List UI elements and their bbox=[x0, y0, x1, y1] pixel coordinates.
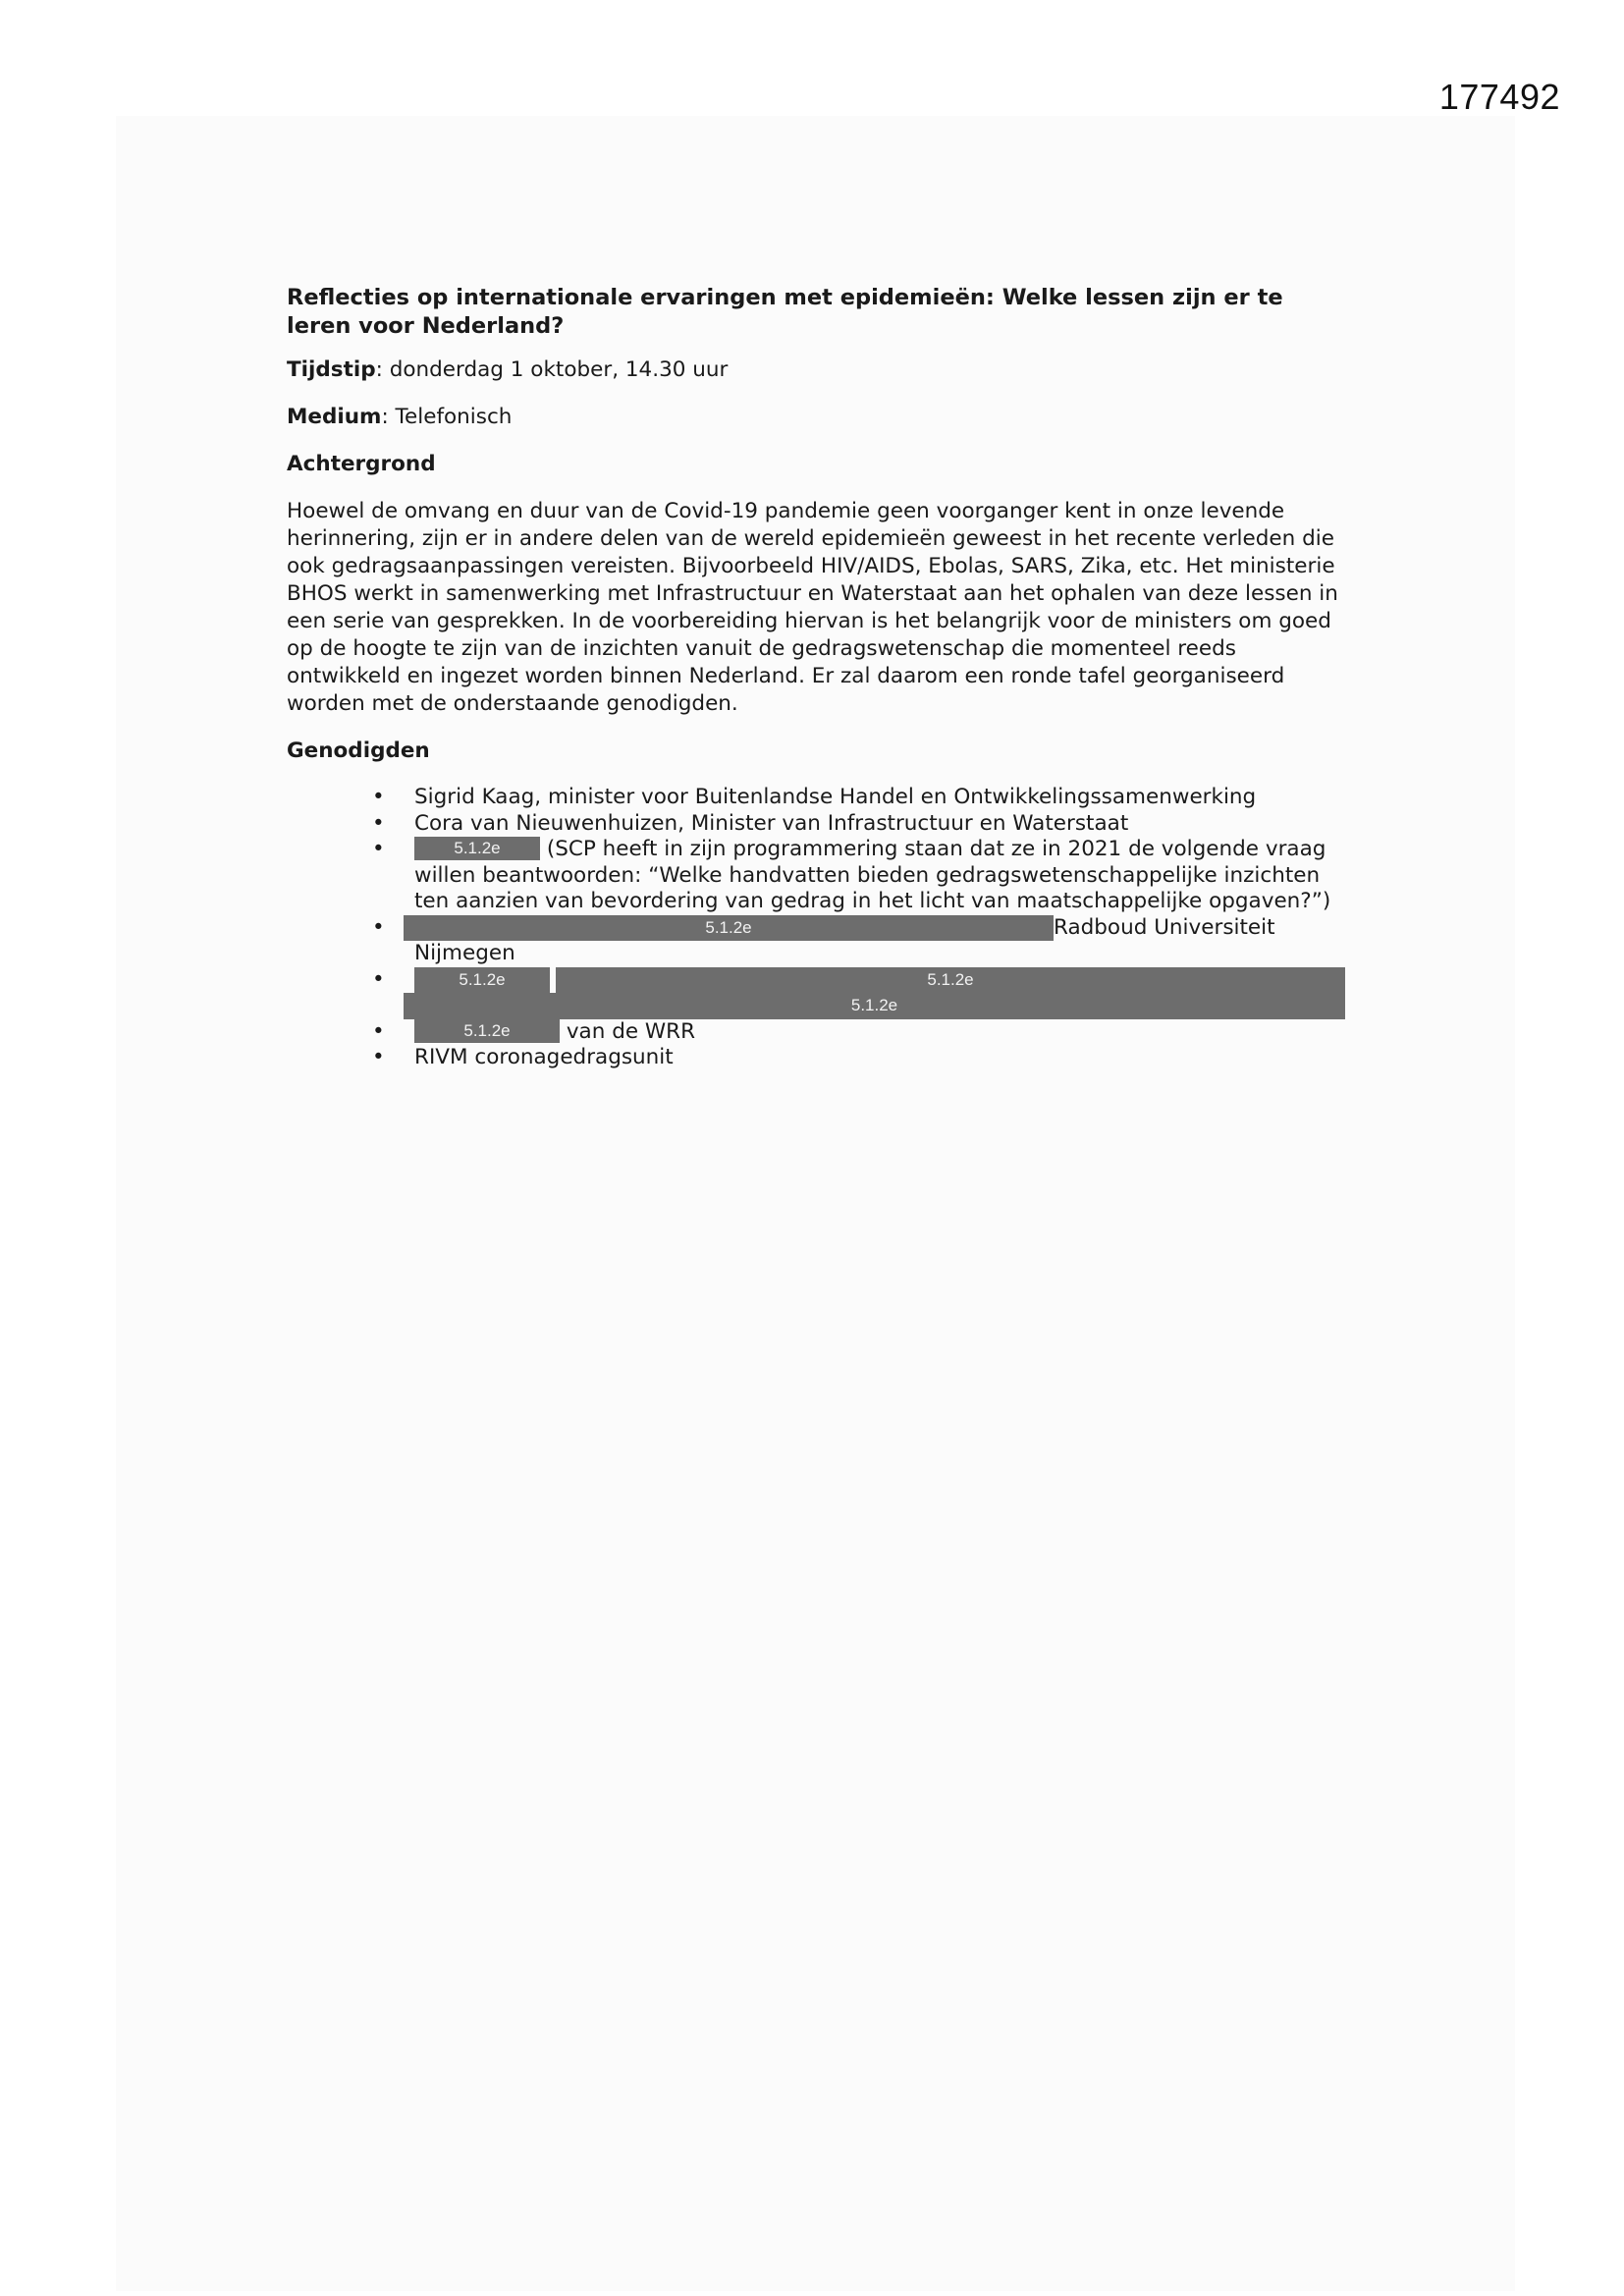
invitee-text: RIVM coronagedragsunit bbox=[414, 1045, 674, 1069]
redaction-block: • 5.1.2e bbox=[414, 967, 550, 993]
background-heading: Achtergrond bbox=[287, 452, 436, 476]
redaction-block: 5.1.2e bbox=[414, 1019, 560, 1043]
invitee-item bbox=[414, 1045, 1347, 1071]
invitees-list bbox=[287, 785, 1347, 1071]
document-number: 177492 bbox=[1438, 77, 1560, 117]
invitee-text: Nijmegen bbox=[414, 941, 515, 965]
time-label: Tijdstip bbox=[287, 357, 376, 382]
invitee-text: (SCP heeft in zijn programmering staan dat ze in 2021 de volgende vraag willen beantwoorden: “Welke handvatten bieden gedragswetenschappelijke inzichten ten aanzien van bevordering van gedrag in het licht van maatschappelijke opgaven?”) bbox=[414, 837, 1331, 913]
background-paragraph: Hoewel de omvang en duur van de Covid-19 pandemie geen voorganger kent in onze levende herinnering, zijn er in andere delen van de wereld epidemieën geweest in het recente verleden die ook gedragsaanpassingen vereisten. Bijvoorbeeld HIV/AIDS, Ebolas, SARS, Zika, etc. Het ministerie BHOS werkt in samenwerking met Infrastructuur en Waterstaat aan het ophalen van deze lessen in een serie van gesprekken. In de voorbereiding hiervan is het belangrijk voor de ministers om goed op de hoogte te zijn van de inzichten vanuit de gedragswetenschap die momenteel reeds ontwikkeld en ingezet worden binnen Nederland. Er zal daarom een ronde tafel georganiseerd worden met de onderstaande genodigden. bbox=[287, 499, 1338, 716]
redaction-block: • 5.1.2e bbox=[404, 915, 1054, 941]
time-line bbox=[287, 356, 1347, 384]
invitee-item bbox=[414, 967, 1347, 1019]
invitee-item bbox=[414, 837, 1347, 915]
medium-value: : Telefonisch bbox=[381, 405, 513, 429]
invitees-heading: Genodigden bbox=[287, 738, 430, 763]
time-value: : donderdag 1 oktober, 14.30 uur bbox=[375, 357, 729, 382]
document-title: Reflecties op internationale ervaringen met epidemieën: Welke lessen zijn er te leren voor Nederland? bbox=[287, 285, 1283, 339]
redaction-block: 5.1.2e bbox=[414, 837, 540, 860]
medium-line bbox=[287, 404, 1347, 431]
invitee-continuation bbox=[414, 941, 1347, 967]
redaction-block: 5.1.2e bbox=[404, 993, 1345, 1019]
document-body bbox=[287, 284, 1347, 1071]
redaction-block: 5.1.2e bbox=[556, 967, 1345, 993]
invitee-item bbox=[414, 785, 1347, 811]
invitee-text: Radboud Universiteit bbox=[1054, 914, 1275, 940]
invitee-text: Sigrid Kaag, minister voor Buitenlandse Handel en Ontwikkelingssamenwerking bbox=[414, 785, 1257, 809]
invitee-text: van de WRR bbox=[560, 1018, 696, 1044]
invitee-text: Cora van Nieuwenhuizen, Minister van Infrastructuur en Waterstaat bbox=[414, 810, 1129, 836]
invitee-item bbox=[414, 915, 1347, 942]
invitee-item bbox=[414, 1019, 1347, 1046]
invitee-item bbox=[414, 811, 1347, 838]
medium-label: Medium bbox=[287, 405, 382, 429]
